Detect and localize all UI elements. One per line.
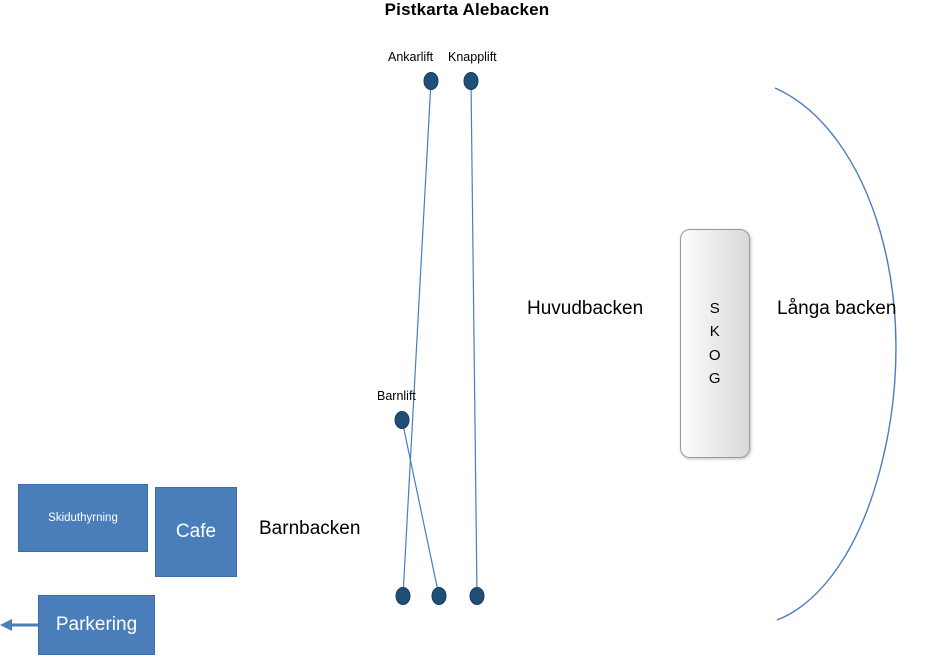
knapplift-top-station [464, 73, 478, 90]
langa-backen-label: Långa backen [777, 298, 897, 319]
barnlift-bottom-station [432, 588, 446, 605]
cafe-label: Cafe [175, 521, 217, 542]
cafe-box[interactable] [155, 487, 237, 577]
huvudbacken-label: Huvudbacken [527, 298, 644, 319]
forest-letter-k: K [709, 323, 721, 341]
skiduthyrning-box[interactable] [18, 484, 148, 552]
forest-letter-s: S [709, 300, 721, 317]
ankarlift-bottom-station [396, 588, 410, 605]
knapplift-bottom-station [470, 588, 484, 605]
parkering-label: Parkering [55, 614, 138, 635]
skiduthyrning-label: Skiduthyrning [48, 512, 118, 524]
barnbacken-label: Barnbacken [259, 518, 361, 539]
ankarlift-cable [403, 81, 431, 596]
forest-letter-o: O [708, 346, 722, 364]
knapplift-cable [471, 81, 477, 596]
parkering-box[interactable] [38, 595, 155, 655]
page-title: Pistkarta Alebacken [384, 0, 550, 19]
barnlift-top-station [395, 412, 409, 429]
ankarlift-top-station [424, 73, 438, 90]
langa-backen-arc [775, 88, 896, 620]
ankarlift-label: Ankarlift [388, 50, 434, 64]
knapplift-label: Knapplift [448, 50, 497, 64]
forest-area [680, 229, 750, 458]
barnlift-label: Barnlift [377, 389, 416, 403]
parking-arrow [0, 619, 38, 631]
forest-letter-g: G [708, 369, 722, 387]
